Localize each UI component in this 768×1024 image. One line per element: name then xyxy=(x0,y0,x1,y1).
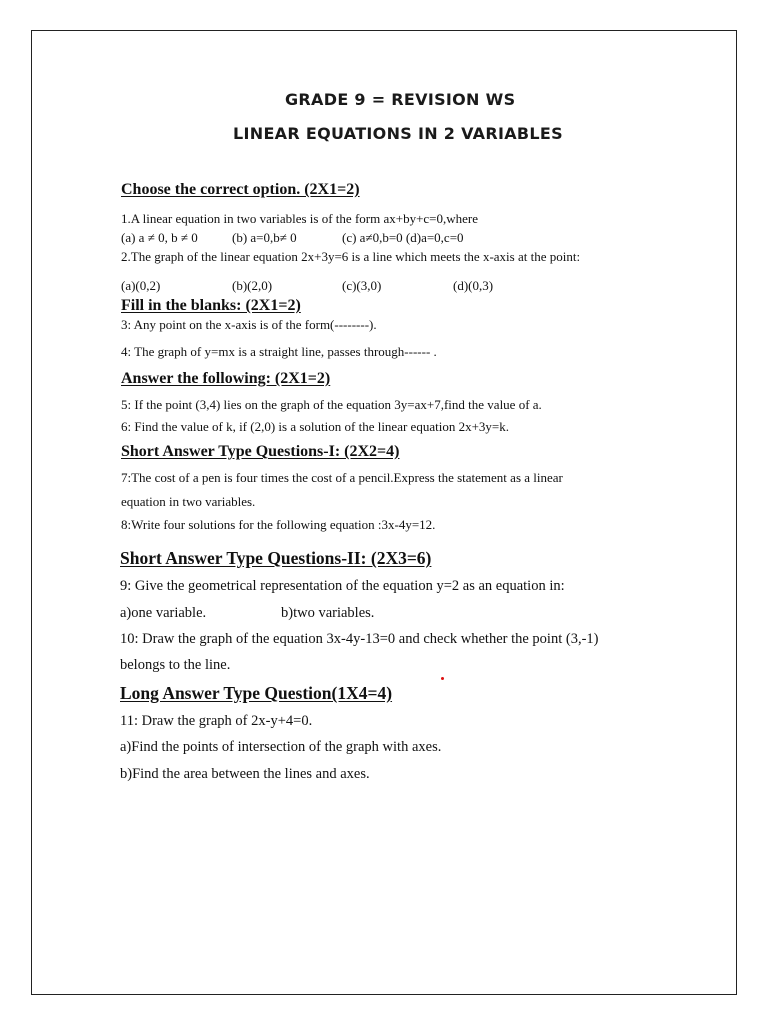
question-7-line-2: equation in two variables. xyxy=(121,494,256,509)
question-6: 6: Find the value of k, if (2,0) is a solution of the linear equation 2x+3y=k. xyxy=(121,419,509,434)
question-1-option-cd: (c) a≠0,b=0 (d)a=0,c=0 xyxy=(342,230,464,245)
question-2-option-a: (a)(0,2) xyxy=(121,278,161,293)
question-9-part-a: a)one variable. xyxy=(120,605,207,621)
question-10-line-2: belongs to the line. xyxy=(120,657,231,673)
question-7-line-1: 7:The cost of a pen is four times the cost of a pencil.Express the statement as a linear xyxy=(121,470,563,485)
question-1-option-b: (b) a=0,b≠ 0 xyxy=(232,230,297,245)
worksheet-subtitle: LINEAR EQUATIONS IN 2 VARIABLES xyxy=(233,124,563,143)
section-heading-short-answer-1: Short Answer Type Questions-I: (2X2=4) xyxy=(121,443,400,460)
stray-red-mark xyxy=(441,677,444,680)
question-2-option-b: (b)(2,0) xyxy=(232,278,273,293)
question-8: 8:Write four solutions for the following equation :3x-4y=12. xyxy=(121,517,436,532)
question-11-part-b: b)Find the area between the lines and axes. xyxy=(120,766,370,782)
question-5: 5: If the point (3,4) lies on the graph of the equation 3y=ax+7,find the value of a. xyxy=(121,397,542,412)
section-heading-fill-blanks: Fill in the blanks: (2X1=2) xyxy=(121,297,301,314)
question-9: 9: Give the geometrical representation of the equation y=2 as an equation in: xyxy=(120,578,565,594)
section-heading-short-answer-2: Short Answer Type Questions-II: (2X3=6) xyxy=(120,548,432,568)
section-heading-long-answer: Long Answer Type Question(1X4=4) xyxy=(120,683,393,703)
question-9-part-b: b)two variables. xyxy=(281,605,375,621)
question-2-option-d: (d)(0,3) xyxy=(453,278,494,293)
section-heading-answer-following: Answer the following: (2X1=2) xyxy=(121,370,331,387)
section-heading-choose-correct: Choose the correct option. (2X1=2) xyxy=(121,181,360,198)
question-10-line-1: 10: Draw the graph of the equation 3x-4y-13=0 and check whether the point (3,-1) xyxy=(120,631,599,647)
page-border xyxy=(31,30,737,995)
question-1: 1.A linear equation in two variables is of the form ax+by+c=0,where xyxy=(121,211,479,226)
question-4: 4: The graph of y=mx is a straight line, passes through------ . xyxy=(121,344,437,359)
question-2: 2.The graph of the linear equation 2x+3y=6 is a line which meets the x-axis at the point: xyxy=(121,249,581,264)
question-3: 3: Any point on the x-axis is of the form(--------). xyxy=(121,317,377,332)
question-11-part-a: a)Find the points of intersection of the graph with axes. xyxy=(120,739,442,755)
question-11: 11: Draw the graph of 2x-y+4=0. xyxy=(120,713,313,729)
worksheet-title: GRADE 9 = REVISION WS xyxy=(285,90,516,109)
question-1-option-a: (a) a ≠ 0, b ≠ 0 xyxy=(121,230,198,245)
question-2-option-c: (c)(3,0) xyxy=(342,278,382,293)
